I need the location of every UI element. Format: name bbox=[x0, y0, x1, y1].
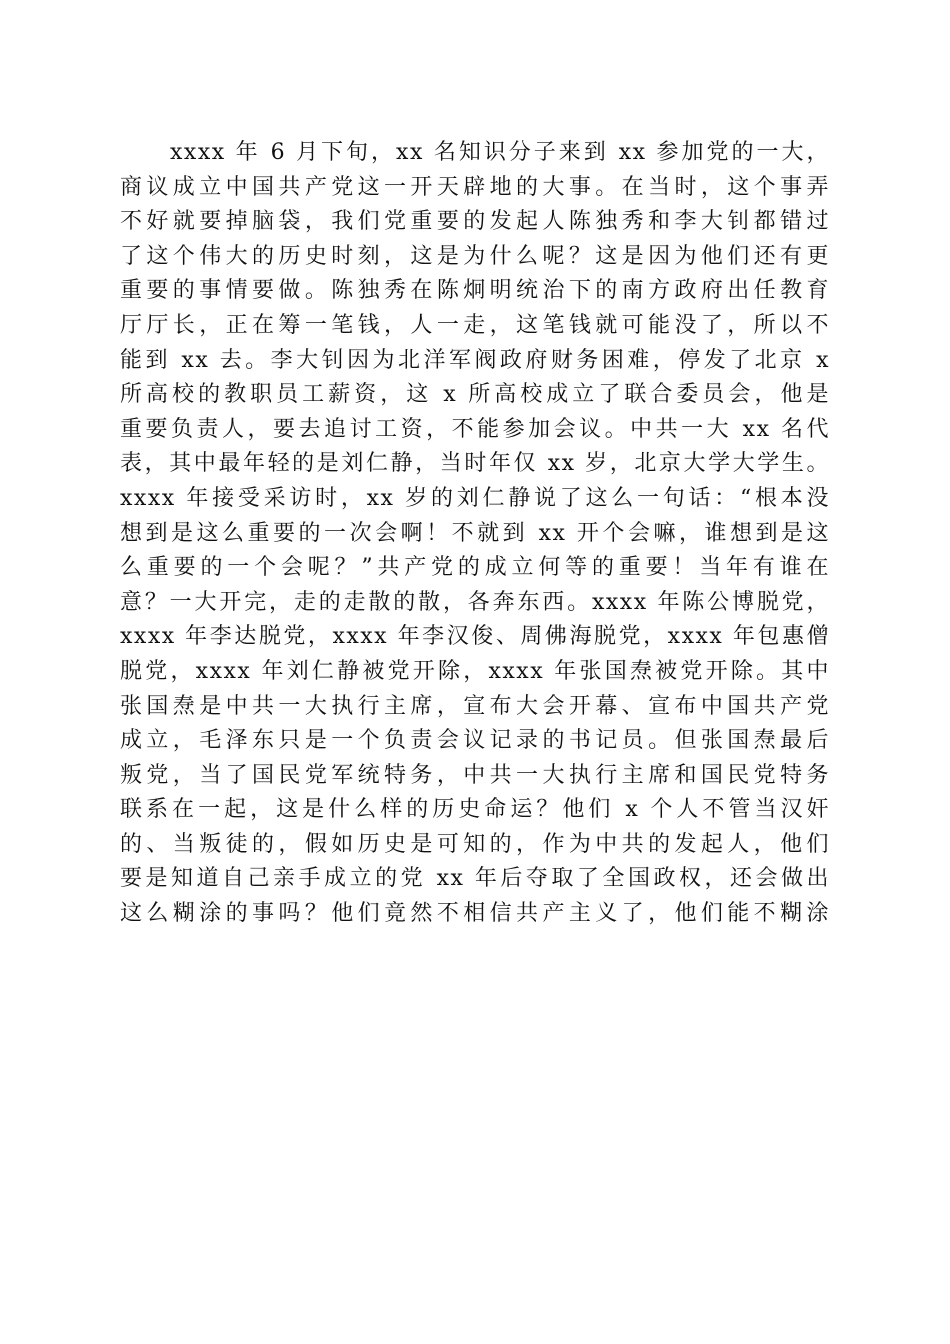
text-line: 了这个伟大的历史时刻，这是为什么呢？这是因为他们还有更 bbox=[120, 243, 830, 269]
text-line: 的、当叛徒的，假如历史是可知的，作为中共的发起人，他们 bbox=[120, 831, 830, 857]
text-line: xxxx 年 6 月下旬，xx 名知识分子来到 xx 参加党的一大， bbox=[170, 140, 830, 165]
text-line: 意？一大开完，走的走散的散，各奔东西。xxxx 年陈公博脱党， bbox=[120, 589, 830, 615]
text-line: 叛党，当了国民党军统特务，中共一大执行主席和国民党特务 bbox=[120, 762, 830, 788]
text-line: 能到 xx 去。李大钊因为北洋军阀政府财务困难，停发了北京 x bbox=[120, 347, 830, 373]
text-line: 重要负责人，要去追讨工资，不能参加会议。中共一大 xx 名代 bbox=[120, 416, 830, 442]
text-line: 商议成立中国共产党这一开天辟地的大事。在当时，这个事弄 bbox=[120, 174, 830, 200]
text-line: 么重要的一个会呢？”共产党的成立何等的重要！当年有谁在 bbox=[120, 555, 830, 581]
text-line: 厅厅长，正在筹一笔钱，人一走，这笔钱就可能没了，所以不 bbox=[120, 312, 830, 338]
text-line: 这么糊涂的事吗？他们竟然不相信共产主义了，他们能不糊涂 bbox=[120, 901, 830, 927]
text-line: 所高校的教职员工薪资，这 x 所高校成立了联合委员会，他是 bbox=[120, 382, 830, 408]
text-line: 想到是这么重要的一次会啊！不就到 xx 开个会嘛，谁想到是这 bbox=[120, 520, 830, 546]
text-line: 表，其中最年轻的是刘仁静，当时年仅 xx 岁，北京大学大学生。 bbox=[120, 451, 830, 477]
text-line: 要是知道自己亲手成立的党 xx 年后夺取了全国政权，还会做出 bbox=[120, 866, 830, 892]
text-line: 重要的事情要做。陈独秀在陈炯明统治下的南方政府出任教育 bbox=[120, 278, 830, 304]
text-line: 成立，毛泽东只是一个负责会议记录的书记员。但张国焘最后 bbox=[120, 728, 830, 754]
text-line: 不好就要掉脑袋，我们党重要的发起人陈独秀和李大钊都错过 bbox=[120, 209, 830, 235]
text-line: xxxx 年李达脱党，xxxx 年李汉俊、周佛海脱党，xxxx 年包惠僧 bbox=[120, 624, 830, 650]
text-line: xxxx 年接受采访时，xx 岁的刘仁静说了这么一句话：“根本没 bbox=[120, 485, 830, 511]
text-line: 张国焘是中共一大执行主席，宣布大会开幕、宣布中国共产党 bbox=[120, 693, 830, 719]
text-line: 脱党，xxxx 年刘仁静被党开除，xxxx 年张国焘被党开除。其中 bbox=[120, 658, 830, 684]
body-paragraph bbox=[120, 136, 830, 932]
text-line: 联系在一起，这是什么样的历史命运？他们 x 个人不管当汉奸 bbox=[120, 797, 830, 823]
